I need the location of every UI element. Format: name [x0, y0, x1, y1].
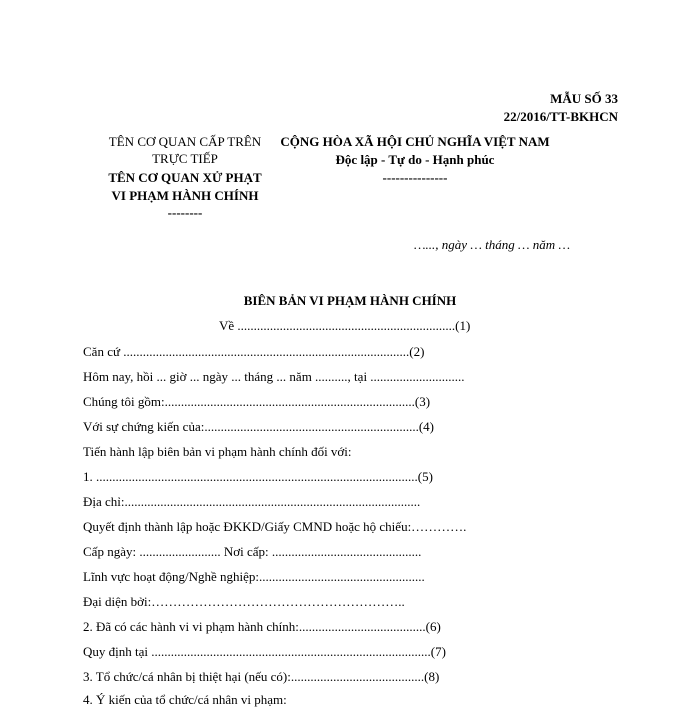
line-id-document: Quyết định thành lập hoặc ĐKKD/Giấy CMND hoặc hộ chiếu:…………. [83, 519, 467, 534]
line-occupation: Lĩnh vực hoạt động/Nghề nghiệp:................................................... [83, 569, 425, 584]
line-time-place: Hôm nay, hồi ... giờ ... ngày ... tháng ... năm .........., tại ............................. [83, 369, 465, 384]
form-number: MẪU SỐ 33 [550, 91, 618, 106]
nation-title: CỘNG HÒA XÃ HỘI CHỦ NGHĨA VIỆT NAM [280, 134, 550, 149]
line-damaged-party: 3. Tổ chức/cá nhân bị thiệt hại (nếu có):.........................................(8) [83, 669, 440, 684]
line-regarding: Về ...................................................................(1) [219, 318, 471, 333]
agency-name-line-1: TÊN CƠ QUAN XỬ PHẠT [108, 170, 262, 185]
line-witness: Với sự chứng kiến của:..................................................................(4) [83, 419, 434, 434]
motto: Độc lập - Tự do - Hạnh phúc [335, 152, 495, 167]
motto-divider: --------------- [382, 170, 448, 185]
line-representative: Đại diện bởi:………………………………………………….. [83, 594, 405, 609]
line-violations: 2. Đã có các hành vi vi phạm hành chính:.......................................(6) [83, 619, 441, 634]
date-line: …..., ngày … tháng … năm … [414, 237, 571, 252]
agency-divider: -------- [167, 205, 203, 220]
agency-name-line-2: VI PHẠM HÀNH CHÍNH [111, 188, 259, 203]
line-violator: 1. ...................................................................................................(5) [83, 469, 433, 484]
line-subject-intro: Tiến hành lập biên bản vi phạm hành chính đối với: [83, 444, 352, 459]
line-regulation: Quy định tại ......................................................................................(7) [83, 644, 446, 659]
line-members: Chúng tôi gồm:.............................................................................(3) [83, 394, 431, 409]
document-title: BIÊN BẢN VI PHẠM HÀNH CHÍNH [243, 293, 457, 308]
superior-agency-line-2: TRỰC TIẾP [152, 151, 218, 166]
line-address: Địa chỉ:........................................................................................... [83, 494, 421, 509]
line-issue-date-place: Cấp ngày: ......................... Nơi cấp: .............................................. [83, 544, 422, 559]
line-legal-basis: Căn cứ ........................................................................................(2) [83, 344, 425, 359]
superior-agency-line-1: TÊN CƠ QUAN CẤP TRÊN [108, 134, 262, 149]
circular-number: 22/2016/TT-BKHCN [503, 109, 618, 124]
line-violator-opinion: 4. Ý kiến của tổ chức/cá nhân vi phạm: [83, 692, 287, 707]
